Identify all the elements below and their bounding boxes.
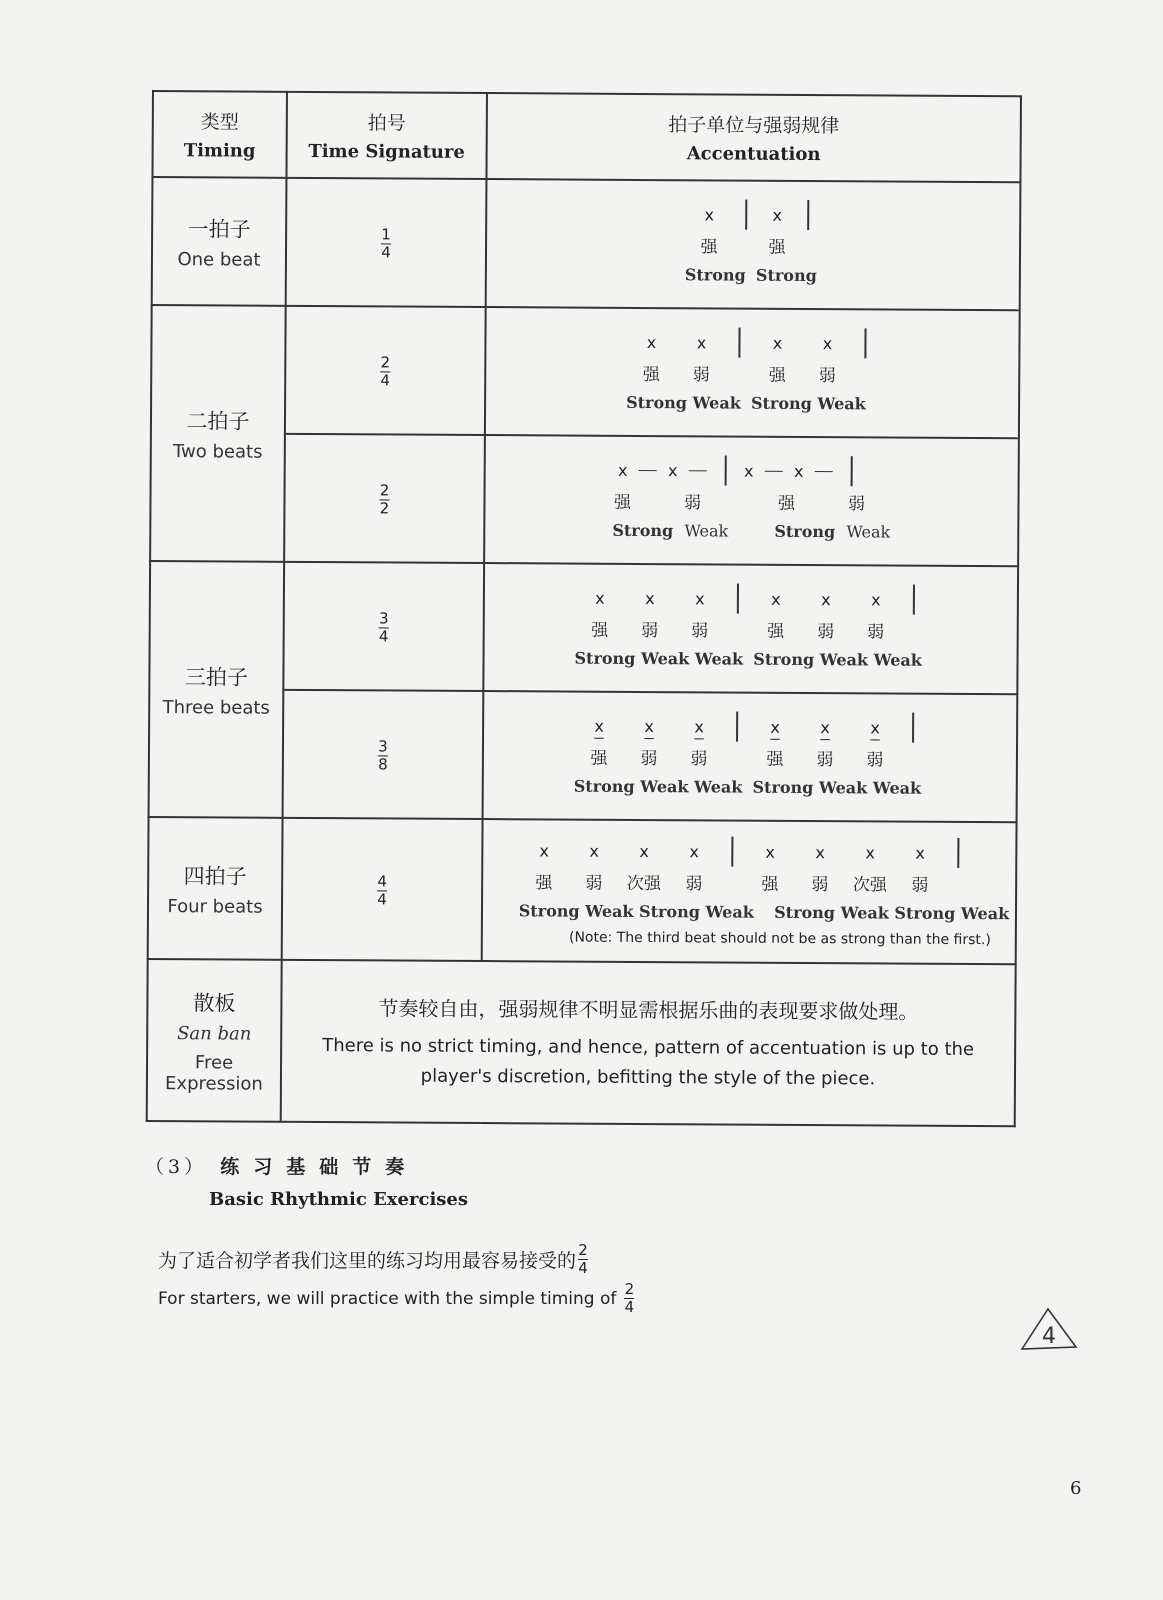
accent-zh: 弱 — [585, 873, 603, 894]
header-timing — [152, 91, 287, 178]
accent-zh: 弱 — [690, 748, 708, 769]
accent-en: Strong — [684, 264, 746, 285]
bar-line — [913, 585, 915, 615]
header-accentuation — [486, 93, 1021, 182]
accent-en: Strong Weak Strong Weak — [518, 900, 754, 922]
type-cell — [149, 561, 285, 818]
beat-mark: x — [646, 332, 657, 352]
accent-en: Weak — [684, 520, 729, 541]
type-en: Four beats — [167, 895, 263, 918]
intro-fraction-num: 2 — [624, 1280, 635, 1298]
sig-denominator: 8 — [378, 755, 388, 774]
accent-en: Strong Weak Weak — [753, 649, 922, 670]
bar-line — [864, 328, 866, 358]
accentuation-cell — [482, 819, 1017, 964]
accent-zh: 弱 — [691, 620, 709, 641]
row-san-ban — [147, 959, 1016, 1126]
type-zh: 二拍子 — [186, 408, 250, 434]
time-signature — [379, 611, 389, 644]
intro-text-en: For starters, we will practice with the simple timing of — [158, 1288, 617, 1309]
section-number: （3） — [145, 1156, 208, 1178]
accent-zh: 强 — [766, 749, 784, 770]
sig-numerator: 3 — [378, 737, 388, 756]
accent-zh: 弱 — [692, 364, 710, 385]
handwritten-page-mark — [1018, 1305, 1080, 1359]
beat-mark: x — [617, 460, 628, 480]
beat-mark: x — [743, 461, 754, 481]
sig-cell — [283, 562, 484, 691]
beat-mark: x — [765, 842, 775, 862]
beat-mark: x — [772, 205, 783, 225]
accent-zh: 强 — [778, 493, 796, 514]
accentuation-cell — [486, 179, 1021, 310]
section-heading — [145, 1152, 468, 1210]
type-zh: 一拍子 — [187, 216, 251, 242]
accent-zh: 弱 — [641, 620, 659, 641]
beat-mark: x — [539, 840, 549, 860]
type-zh: 散板 — [193, 990, 236, 1016]
type-en: Expression — [165, 1072, 263, 1095]
accent-zh: 弱 — [866, 749, 884, 770]
handwritten-page-number: 4 — [1042, 1324, 1056, 1349]
accent-zh: 强 — [768, 365, 786, 386]
beat-mark: x — [871, 589, 881, 609]
accent-note: (Note: The third beat should not be as strong than the first.) — [568, 929, 991, 949]
accent-en: Strong Weak Weak — [752, 777, 922, 798]
sig-numerator: 4 — [377, 872, 387, 891]
beat-mark: x — [694, 716, 704, 736]
accentuation-cell — [484, 435, 1019, 566]
dash — [765, 470, 783, 471]
accent-en: Strong Weak Weak — [573, 776, 743, 797]
row-two-beats-2-4 — [151, 305, 1020, 438]
sanban-text-zh: 节奏较自由，强弱规律不明显需根据乐曲的表现要求做处理。 — [378, 995, 919, 1024]
type-zh: 四拍子 — [183, 863, 247, 889]
accent-zh: 强 — [642, 364, 660, 385]
time-signature — [380, 355, 390, 388]
sig-denominator: 2 — [379, 499, 390, 518]
dash — [815, 471, 833, 472]
triangle-icon — [1018, 1305, 1080, 1355]
accent-en: Strong — [774, 521, 836, 541]
accent-zh: 弱 — [867, 621, 885, 642]
beat-mark: x — [793, 461, 804, 481]
accent-zh: 弱 — [816, 749, 834, 770]
dash — [689, 470, 707, 471]
header-sig-en: Time Signature — [308, 140, 465, 163]
accent-zh: 强 — [767, 621, 785, 642]
accent-zh: 弱 — [817, 621, 835, 642]
accent-zh: 强 — [614, 492, 632, 513]
sig-denominator: 4 — [378, 627, 389, 646]
beat-mark: x — [772, 333, 783, 353]
accent-zh: 次强 — [852, 874, 887, 896]
accent-zh: 次强 — [626, 873, 662, 894]
beat-mark: x — [589, 841, 599, 861]
accent-zh: 强 — [700, 236, 718, 257]
type-cell — [147, 959, 282, 1122]
intro-paragraph — [158, 1243, 634, 1315]
type-cell — [150, 305, 286, 562]
accent-zh: 强 — [768, 237, 786, 258]
type-en: Three beats — [162, 696, 270, 719]
beat-mark: x — [595, 588, 605, 608]
accent-en: Strong Weak Weak — [574, 648, 744, 669]
intro-fraction — [578, 1243, 588, 1276]
bar-line — [738, 328, 740, 358]
accent-en: Strong Weak — [750, 393, 866, 413]
accent-zh: 强 — [590, 748, 608, 769]
beat-mark: x — [639, 841, 649, 861]
accent-en: Weak — [846, 521, 891, 542]
beat-mark: x — [771, 589, 781, 609]
sig-cell — [282, 818, 483, 961]
bar-line — [745, 200, 747, 230]
sig-numerator: 1 — [381, 225, 391, 244]
intro-fraction-den: 4 — [578, 1259, 588, 1277]
beat-mark: x — [820, 717, 830, 737]
type-cell — [148, 817, 283, 960]
sig-numerator: 3 — [378, 609, 389, 628]
bar-line — [912, 713, 914, 743]
intro-fraction-den: 4 — [624, 1298, 635, 1316]
type-cell — [152, 177, 287, 306]
sig-denominator: 4 — [381, 243, 391, 262]
accent-zh: 弱 — [640, 748, 658, 769]
sig-cell — [284, 434, 485, 563]
accent-en: Strong Weak Strong Weak — [774, 902, 1010, 923]
type-en: Two beats — [173, 440, 263, 463]
bar-line — [737, 584, 739, 614]
time-signature — [378, 739, 388, 772]
sig-denominator: 4 — [377, 890, 387, 909]
beat-mark: x — [815, 842, 825, 862]
bar-line — [851, 456, 853, 486]
bar-line — [807, 200, 809, 230]
header-timing-en: Timing — [183, 140, 256, 162]
accentuation-cell — [483, 563, 1018, 694]
accent-zh: 强 — [761, 874, 779, 895]
bar-line — [725, 456, 727, 486]
accent-zh: 强 — [591, 620, 609, 641]
bar-line — [731, 837, 733, 867]
table-header-row — [152, 91, 1021, 182]
type-en: Free — [194, 1051, 234, 1074]
row-four-beats — [148, 817, 1017, 964]
sig-cell — [286, 178, 487, 307]
accentuation-cell — [483, 691, 1018, 822]
accentuation-cell — [485, 307, 1020, 438]
beat-mark: x — [645, 588, 655, 608]
beat-mark: x — [770, 717, 780, 737]
row-one-beat — [152, 177, 1021, 310]
accent-zh: 弱 — [811, 874, 829, 895]
beat-mark: x — [822, 333, 833, 353]
beat-mark: x — [821, 589, 831, 609]
sanban-text-en-1: There is no strict timing, and hence, pattern of accentuation is up to the — [322, 1034, 975, 1060]
accent-en: Strong — [612, 520, 674, 540]
accent-zh: 弱 — [684, 492, 702, 513]
time-signature — [379, 483, 389, 516]
bar-line — [957, 838, 959, 868]
page-number: 6 — [1070, 1478, 1082, 1499]
header-acc-zh: 拍子单位与强弱规律 — [668, 114, 840, 138]
accent-zh: 弱 — [848, 493, 866, 514]
beat-mark: x — [915, 843, 925, 863]
dash — [639, 469, 657, 470]
header-sig-zh: 拍号 — [367, 112, 406, 135]
intro-fraction — [624, 1282, 634, 1315]
header-timing-zh: 类型 — [200, 111, 239, 134]
beat-mark: x — [594, 716, 604, 736]
beat-mark: x — [870, 717, 880, 737]
sanban-text-en-2: player's discretion, befitting the style of the piece. — [420, 1065, 876, 1089]
beat-mark: x — [689, 841, 699, 861]
bar-line — [736, 712, 738, 742]
accent-zh: 弱 — [911, 875, 929, 896]
rhythm-table — [146, 90, 1022, 1127]
type-zh: 三拍子 — [184, 664, 248, 690]
section-title-zh: 练习基础节奏 — [220, 1156, 419, 1178]
sig-numerator: 2 — [380, 353, 391, 372]
sanban-description — [281, 960, 1016, 1126]
sig-denominator: 4 — [380, 371, 391, 390]
accent-en: Strong — [755, 265, 817, 285]
accent-zh: 强 — [535, 872, 553, 893]
accent-zh: 弱 — [818, 365, 836, 386]
section-title-en: Basic Rhythmic Exercises — [209, 1189, 468, 1210]
beat-mark: x — [704, 204, 715, 224]
beat-mark: x — [695, 588, 705, 608]
header-acc-en: Accentuation — [686, 143, 821, 166]
beat-mark: x — [644, 716, 654, 736]
intro-text-zh: 为了适合初学者我们这里的练习均用最容易接受的 — [158, 1250, 577, 1272]
sig-cell — [283, 690, 484, 819]
type-en: One beat — [177, 248, 261, 271]
row-three-beats-3-4 — [149, 561, 1018, 694]
accent-zh: 弱 — [685, 873, 703, 894]
beat-mark: x — [667, 460, 678, 480]
beat-mark: x — [865, 842, 875, 862]
time-signature — [381, 227, 391, 260]
header-time-signature — [286, 92, 487, 179]
sig-cell — [285, 306, 486, 435]
beat-mark: x — [696, 332, 707, 352]
sig-numerator: 2 — [379, 481, 390, 500]
accent-en: Strong Weak — [626, 392, 741, 413]
type-italic: San ban — [177, 1022, 252, 1045]
time-signature — [377, 874, 387, 907]
intro-fraction-num: 2 — [578, 1241, 588, 1259]
